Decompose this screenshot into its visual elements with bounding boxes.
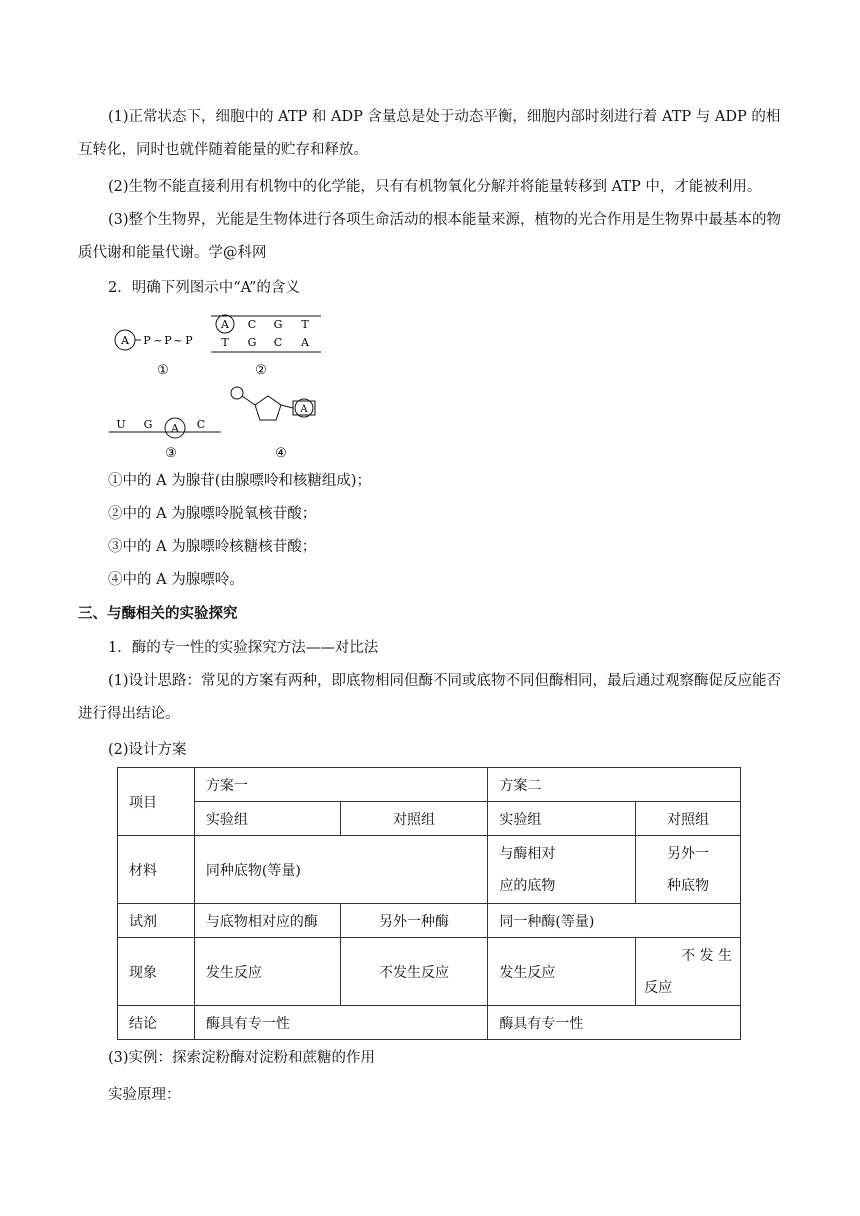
header-item: 项目 xyxy=(118,768,195,836)
row-label-conclusion: 结论 xyxy=(118,1006,195,1040)
d2-label: ② xyxy=(255,363,267,378)
concl-plan2: 酶具有专一性 xyxy=(488,1006,741,1040)
material-plan2-exp xyxy=(488,836,636,904)
material-plan2-exp-line1: 与酶相对 xyxy=(499,845,556,862)
design-plan-table xyxy=(117,767,741,1040)
material-plan2-ctrl-line1: 另外一 xyxy=(667,845,710,862)
d3-3: C xyxy=(196,418,206,431)
d3-label: ③ xyxy=(165,446,177,461)
d4-label: ④ xyxy=(275,446,287,461)
table-row xyxy=(118,836,741,904)
material-plan2-ctrl xyxy=(636,836,741,904)
material-plan2-exp-line2: 应的底物 xyxy=(499,877,556,894)
paragraph-energy-transfer: (2)生物不能直接利用有机物中的化学能，只有有机物氧化分解并将能量转移到 ATP 中，才能被利用。 xyxy=(108,179,762,195)
d1-p3: P xyxy=(185,334,193,347)
design-plan-label: (2)设计方案 xyxy=(108,742,187,758)
example-line: (3)实例：探索淀粉酶对淀粉和蔗糖的作用 xyxy=(108,1050,376,1066)
meaning-1: ①中的 A 为腺苷(由腺嘌呤和核糖组成)； xyxy=(108,473,372,489)
row-label-phenomenon: 现象 xyxy=(118,938,195,1006)
table-row xyxy=(118,802,741,836)
material-plan1: 同种底物(等量) xyxy=(194,836,487,904)
d1-p2: P xyxy=(164,334,172,347)
paragraph-atp-adp-balance: (1)正常状态下，细胞中的 ATP 和 ADP 含量总是处于动态平衡，细胞内部时刻进行着 ATP 与 ADP 的相互转化，同时也就伴随着能量的贮存和释放。 xyxy=(78,109,781,158)
design-idea-paragraph: (1)设计思路：常见的方案有两种，即底物相同但酶不同或底物不同但酶相同，最后通过观察酶促反应能否进行得出结论。 xyxy=(78,673,782,722)
d2-top-0: A xyxy=(221,318,229,331)
row-label-material: 材料 xyxy=(118,836,195,904)
header-plan2-ctrl: 对照组 xyxy=(636,802,741,836)
d1-t1: ~ xyxy=(153,334,163,347)
d1-label: ① xyxy=(157,363,169,378)
material-plan2-ctrl-line2: 种底物 xyxy=(667,877,710,894)
d4-a: A xyxy=(300,404,308,415)
section-heading: 三、与酶相关的实验探究 xyxy=(78,606,238,622)
table-row xyxy=(118,904,741,938)
meaning-2: ②中的 A 为腺嘌呤脱氧核苷酸； xyxy=(108,506,317,522)
d1-a: A xyxy=(121,334,129,347)
question-2-heading: 2．明确下列图示中“A”的含义 xyxy=(108,280,300,296)
d2-bot-2: C xyxy=(273,336,283,349)
table-row xyxy=(118,938,741,1006)
item-1-title: 1．酶的专一性的实验探究方法——对比法 xyxy=(108,640,379,656)
d2-top-3: T xyxy=(301,318,309,331)
phen-plan2-ctrl-line1: 不 发 生 xyxy=(681,947,732,964)
concl-plan1: 酶具有专一性 xyxy=(194,1006,487,1040)
phen-plan1-exp: 发生反应 xyxy=(194,938,340,1006)
principle-line: 实验原理： xyxy=(108,1087,181,1103)
phen-plan2-exp: 发生反应 xyxy=(488,938,636,1006)
d2-top-2: G xyxy=(273,318,283,331)
reagent-plan2: 同一种酶(等量) xyxy=(488,904,741,938)
header-plan1-exp: 实验组 xyxy=(194,802,340,836)
table-row xyxy=(118,1006,741,1040)
d3-1: G xyxy=(143,418,153,431)
rna-diagram xyxy=(109,418,221,461)
header-plan1-ctrl: 对照组 xyxy=(340,802,488,836)
meaning-4: ④中的 A 为腺嘌呤。 xyxy=(108,572,244,588)
d2-bot-1: G xyxy=(247,336,257,349)
a-meaning-figure xyxy=(105,308,335,466)
row-label-reagent: 试剂 xyxy=(118,904,195,938)
nucleotide-diagram xyxy=(231,387,315,461)
d2-bot-3: A xyxy=(301,336,309,349)
d3-2: A xyxy=(171,422,179,435)
reagent-plan1-ctrl: 另外一种酶 xyxy=(340,904,488,938)
header-plan-1: 方案一 xyxy=(194,768,487,802)
paragraph-light-energy: (3)整个生物界，光能是生物体进行各项生命活动的根本能量来源，植物的光合作用是生物界中最基本的物质代谢和能量代谢。学@科网 xyxy=(78,212,782,261)
d1-t2: ~ xyxy=(173,334,183,347)
atp-diagram xyxy=(115,330,193,378)
table-row xyxy=(118,768,741,802)
dna-diagram xyxy=(211,315,321,378)
phen-plan2-ctrl-line2: 反应 xyxy=(644,979,673,996)
d2-top-1: C xyxy=(247,318,257,331)
meaning-3: ③中的 A 为腺嘌呤核糖核苷酸； xyxy=(108,539,317,555)
reagent-plan1-exp: 与底物相对应的酶 xyxy=(194,904,340,938)
d3-0: U xyxy=(116,418,126,431)
d2-bot-0: T xyxy=(221,336,229,349)
d1-p1: P xyxy=(143,334,151,347)
header-plan2-exp: 实验组 xyxy=(488,802,636,836)
phen-plan1-ctrl: 不发生反应 xyxy=(340,938,488,1006)
phen-plan2-ctrl xyxy=(636,938,741,1006)
header-plan-2: 方案二 xyxy=(488,768,741,802)
